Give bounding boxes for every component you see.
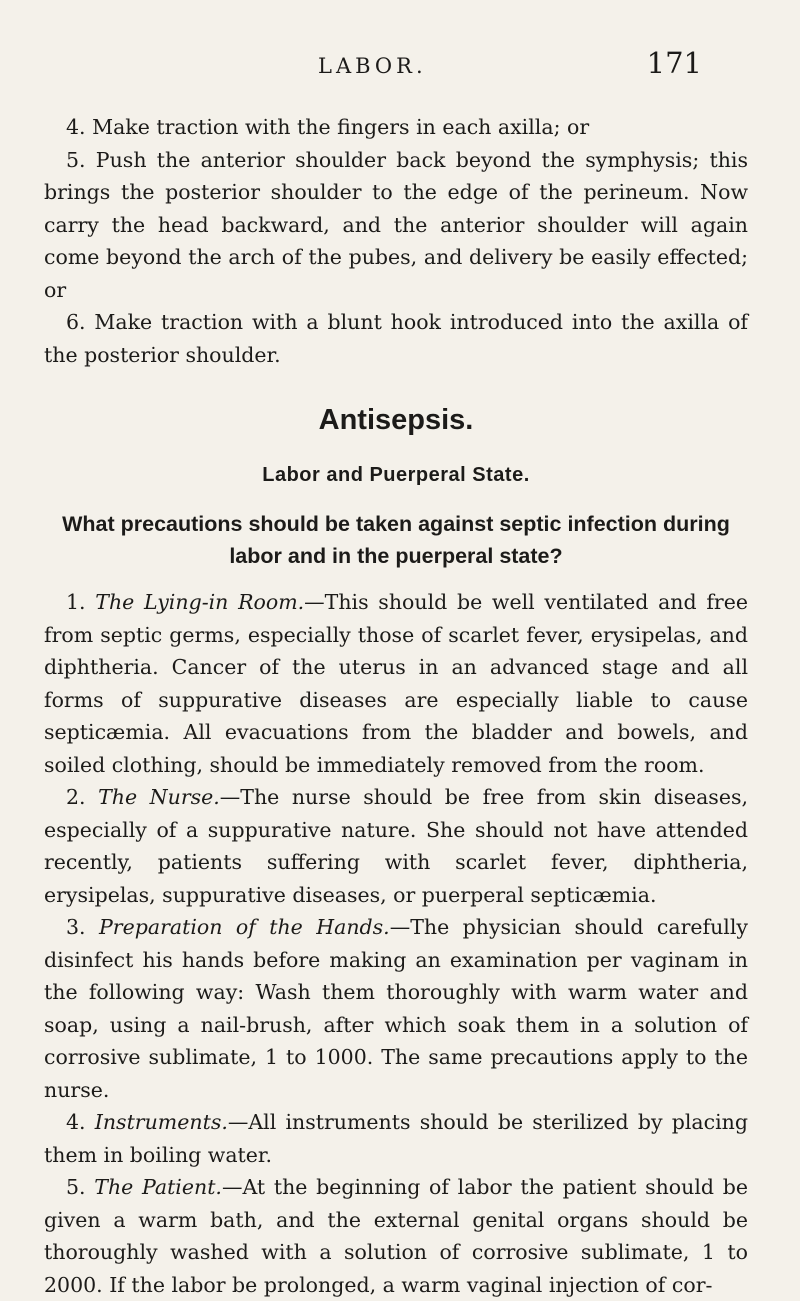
page-body xyxy=(44,111,748,1301)
running-title: LABOR. xyxy=(318,54,427,78)
page-number: 171 xyxy=(646,46,702,80)
answer-text: —The physician should carefully disinfect his hands before making an examination per vaginam in the following way: Wash them thoroughly with warm water and soap, using a nail-brush, after which soak them in a solution of corrosive sublimate, 1 to 1000. The same precautions apply to the nurse. xyxy=(44,915,748,1102)
answer-text: —The nurse should be free from skin diseases, especially of a suppurative nature. She should not have attended recently, patients suffering with scarlet fever, diphtheria, erysipelas, suppurative diseases, or puerperal septicæmia. xyxy=(44,785,748,907)
list-item-4: 4. Make traction with the fingers in each axilla; or xyxy=(66,115,590,139)
answer-title: The Nurse. xyxy=(98,785,220,809)
answer-item-1 xyxy=(44,586,748,781)
list-item-6: 6. Make traction with a blunt hook introduced into the axilla of the posterior shoulder. xyxy=(44,310,748,367)
answer-title: Instruments. xyxy=(94,1110,228,1134)
answer-number: 4. xyxy=(66,1110,86,1134)
answer-text: —This should be well ventilated and free from septic germs, especially those of scarlet fever, erysipelas, and diphtheria. Cancer of the uterus in an advanced stage and all forms of suppurative diseases are especially liable to cause septicæmia. All evacuations from the bladder and bowels, and soiled clothing, should be immediately removed from the room. xyxy=(44,590,748,777)
answer-number: 5. xyxy=(66,1175,86,1199)
question-heading: What precautions should be taken against septic infection during labor and in the puerperal state? xyxy=(62,512,730,568)
running-head xyxy=(0,46,800,86)
list-item-5: 5. Push the anterior shoulder back beyond the symphysis; this brings the posterior shoulder to the edge of the perineum. Now carry the head backward, and the anterior shoulder will again come beyond the arch of the pubes, and delivery be easily effected; or xyxy=(44,147,748,302)
answer-number: 2. xyxy=(66,785,86,809)
answer-text: —All instruments should be sterilized by placing them in boiling water. xyxy=(44,1110,748,1167)
answer-text: —At the beginning of labor the patient should be given a warm bath, and the external genital organs should be thoroughly washed with a solution of corrosive sublimate, 1 to 2000. If the labor be prolonged, a warm vaginal injection of cor- xyxy=(44,1175,748,1297)
answer-item-4 xyxy=(44,1106,748,1171)
answer-number: 3. xyxy=(66,915,86,939)
answer-item-2 xyxy=(44,781,748,911)
answer-item-5 xyxy=(44,1171,748,1301)
answer-title: Preparation of the Hands. xyxy=(99,915,390,939)
answer-number: 1. xyxy=(66,590,86,614)
section-subtitle: Labor and Puerperal State. xyxy=(262,464,530,486)
answer-title: The Patient. xyxy=(94,1175,222,1199)
section-title: Antisepsis. xyxy=(318,404,474,436)
answer-item-3 xyxy=(44,911,748,1106)
answer-title: The Lying-in Room. xyxy=(95,590,305,614)
